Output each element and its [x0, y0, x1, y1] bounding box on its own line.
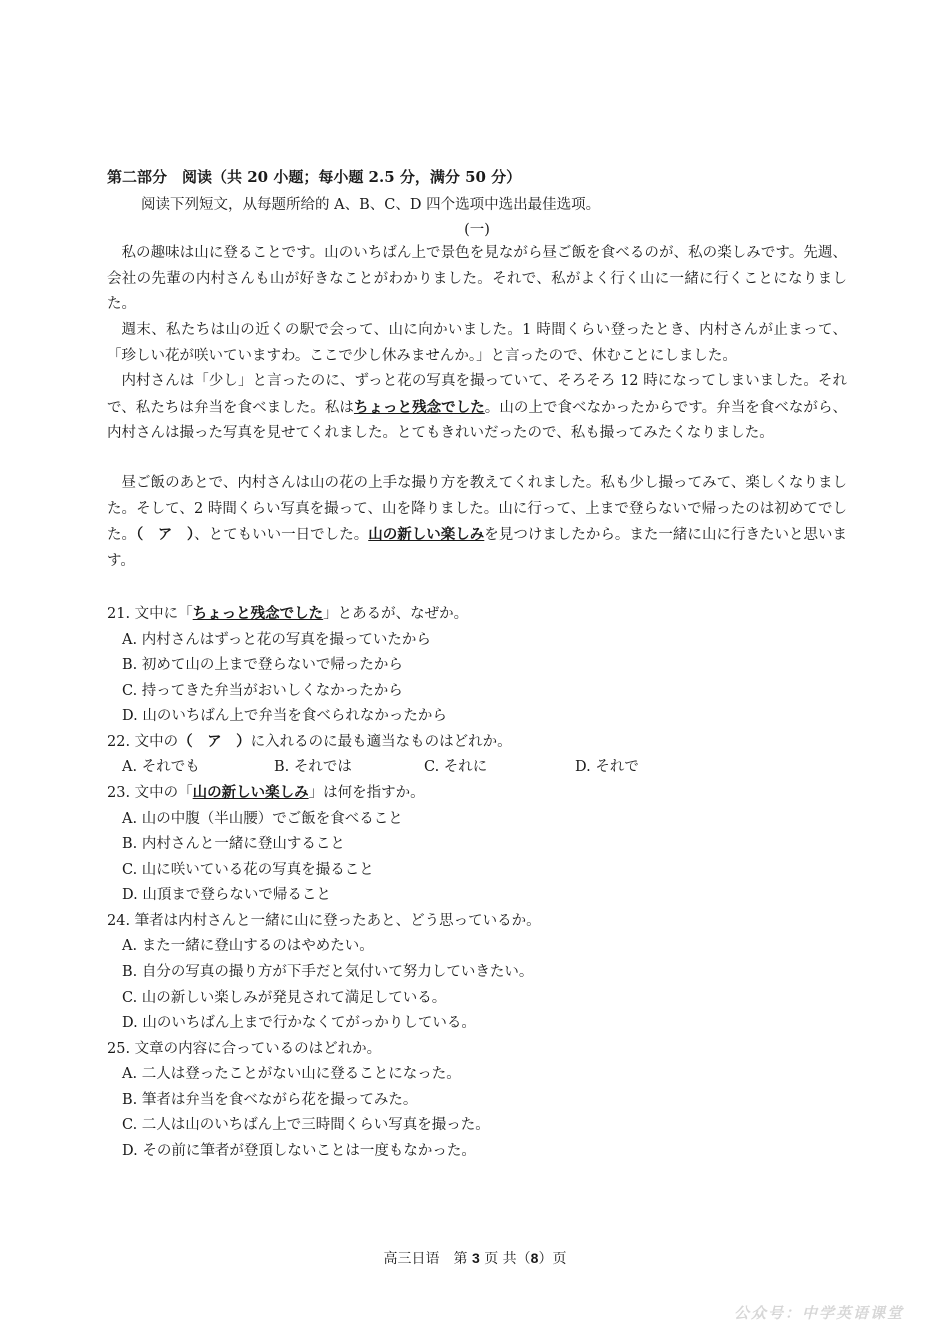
paragraph-text: を見つけましたから。また一緒に山に行きたいと思います。	[107, 527, 848, 569]
instruction: 阅读下列短文，从每题所给的 A、B、C、D 四个选项中选出最佳选项。	[141, 197, 601, 213]
paragraph-text: 。山の上で食べなかったからです。弁当を食べながら、内村さんは撮った写真を見せてくれました。とてもきれいだったので、私も撮ってみたくなりました。	[107, 399, 847, 441]
option-21-b: B. 初めて山の上まで登らないで帰ったから	[122, 657, 403, 673]
option-25-b: B. 筆者は弁当を食べながら花を撮ってみた。	[122, 1092, 418, 1108]
underlined-phrase: ちょっと残念でした	[192, 605, 324, 622]
option-21-d: D. 山のいちばん上で弁当を食べられなかったから	[122, 708, 447, 724]
option-24-c: C. 山の新しい楽しみが発見されて満足している。	[122, 990, 447, 1006]
question-text: 21. 文中に「	[107, 606, 193, 622]
question-text: 23. 文中の「	[107, 785, 193, 801]
blank-a: （ ア ）	[178, 733, 251, 750]
option-23-d: D. 山頂まで登らないで帰ること	[122, 887, 331, 903]
paragraph-text: 昼ご飯のあとで、内村さんは山の花の上手な撮り方を教えてくれました。私も少し撮ってみて、楽しくなりました。そして、2 時間くらい写真を撮って、山を降りました。山に行って、上まで登らないで帰ったのは初めてでした。	[107, 475, 847, 543]
question-23	[107, 781, 425, 802]
footer-text: 页 共（	[484, 1251, 531, 1267]
question-24: 24. 筆者は内村さんと一緒に山に登ったあと、どう思っているか。	[107, 913, 541, 929]
page-number: 3	[471, 1250, 480, 1266]
page-footer	[0, 1248, 950, 1268]
option-23-a: A. 山の中腹（半山腰）でご飯を食べること	[122, 811, 403, 827]
option-22-c: C. それに	[424, 759, 488, 775]
option-25-d: D. その前に筆者が登頂しないことは一度もなかった。	[122, 1143, 476, 1159]
option-25-c: C. 二人は山のいちばん上で三時間くらい写真を撮った。	[122, 1117, 490, 1133]
option-23-c: C. 山に咲いている花の写真を撮ること	[122, 862, 374, 878]
question-22	[107, 730, 512, 751]
option-24-b: B. 自分の写真の撮り方が下手だと気付いて努力していきたい。	[122, 964, 534, 980]
passage-paragraph-2: 週末、私たちは山の近くの駅で会って、山に向かいました。1 時間くらい登ったとき、内村さんが止まって、「珍しい花が咲いていますわ。ここで少し休みませんか。」と言ったので、休むことにしました。	[107, 322, 847, 364]
paragraph-text: 、とてもいい一日でした。	[194, 527, 369, 543]
passage-paragraph-1: 私の趣味は山に登ることです。山のいちばん上で景色を見ながら昼ご飯を食べるのが、私の楽しみです。先週、会社の先輩の内村さんも山が好きなことがわかりました。それで、私がよく行く山に一緒に行くことになりました。	[107, 245, 847, 312]
footer-text: ）页	[538, 1251, 567, 1267]
section-title: 第二部分 阅读（共 20 小题；每小题 2.5 分，满分 50 分）	[107, 168, 522, 186]
underlined-phrase: ちょっと残念でした	[353, 398, 485, 416]
option-24-d: D. 山のいちばん上まで行かなくてがっかりしている。	[122, 1015, 476, 1031]
question-text: 22. 文中の	[107, 734, 179, 750]
option-22-b: B. それでは	[274, 759, 352, 775]
page-total: 8	[530, 1250, 539, 1266]
option-23-b: B. 内村さんと一緒に登山すること	[122, 836, 345, 852]
question-21	[107, 602, 468, 623]
option-21-a: A. 内村さんはずっと花の写真を撮っていたから	[122, 632, 431, 648]
option-24-a: A. また一緒に登山するのはやめたい。	[122, 938, 374, 954]
underlined-phrase: 山の新しい楽しみ	[192, 784, 309, 801]
option-25-a: A. 二人は登ったことがない山に登ることになった。	[122, 1066, 461, 1082]
underlined-phrase: 山の新しい楽しみ	[368, 526, 485, 543]
question-25: 25. 文章の内容に合っているのはどれか。	[107, 1041, 382, 1057]
passage-paragraph-4	[107, 471, 847, 574]
question-text: 」は何を指すか。	[308, 785, 425, 801]
passage-number: (一)	[464, 222, 490, 238]
watermark: 公众号：中学英语课堂	[733, 1304, 904, 1322]
passage-paragraph-3	[107, 369, 847, 447]
option-22-a: A. それでも	[122, 759, 200, 775]
option-21-c: C. 持ってきた弁当がおいしくなかったから	[122, 683, 403, 699]
footer-text: 高三日语 第	[383, 1251, 468, 1267]
option-22-d: D. それで	[575, 759, 639, 775]
question-text: 」とあるが、なぜか。	[323, 606, 469, 622]
blank-a: （ ア ）	[136, 526, 195, 543]
question-text: に入れるのに最も適当なものはどれか。	[250, 734, 512, 750]
paragraph-text: 内村さんは「少し」と言ったのに、ずっと花の写真を撮っていて、そろそろ 12 時になってしまいました。それで、私たちは弁当を食べました。私は	[107, 373, 847, 416]
options-22	[122, 755, 722, 777]
